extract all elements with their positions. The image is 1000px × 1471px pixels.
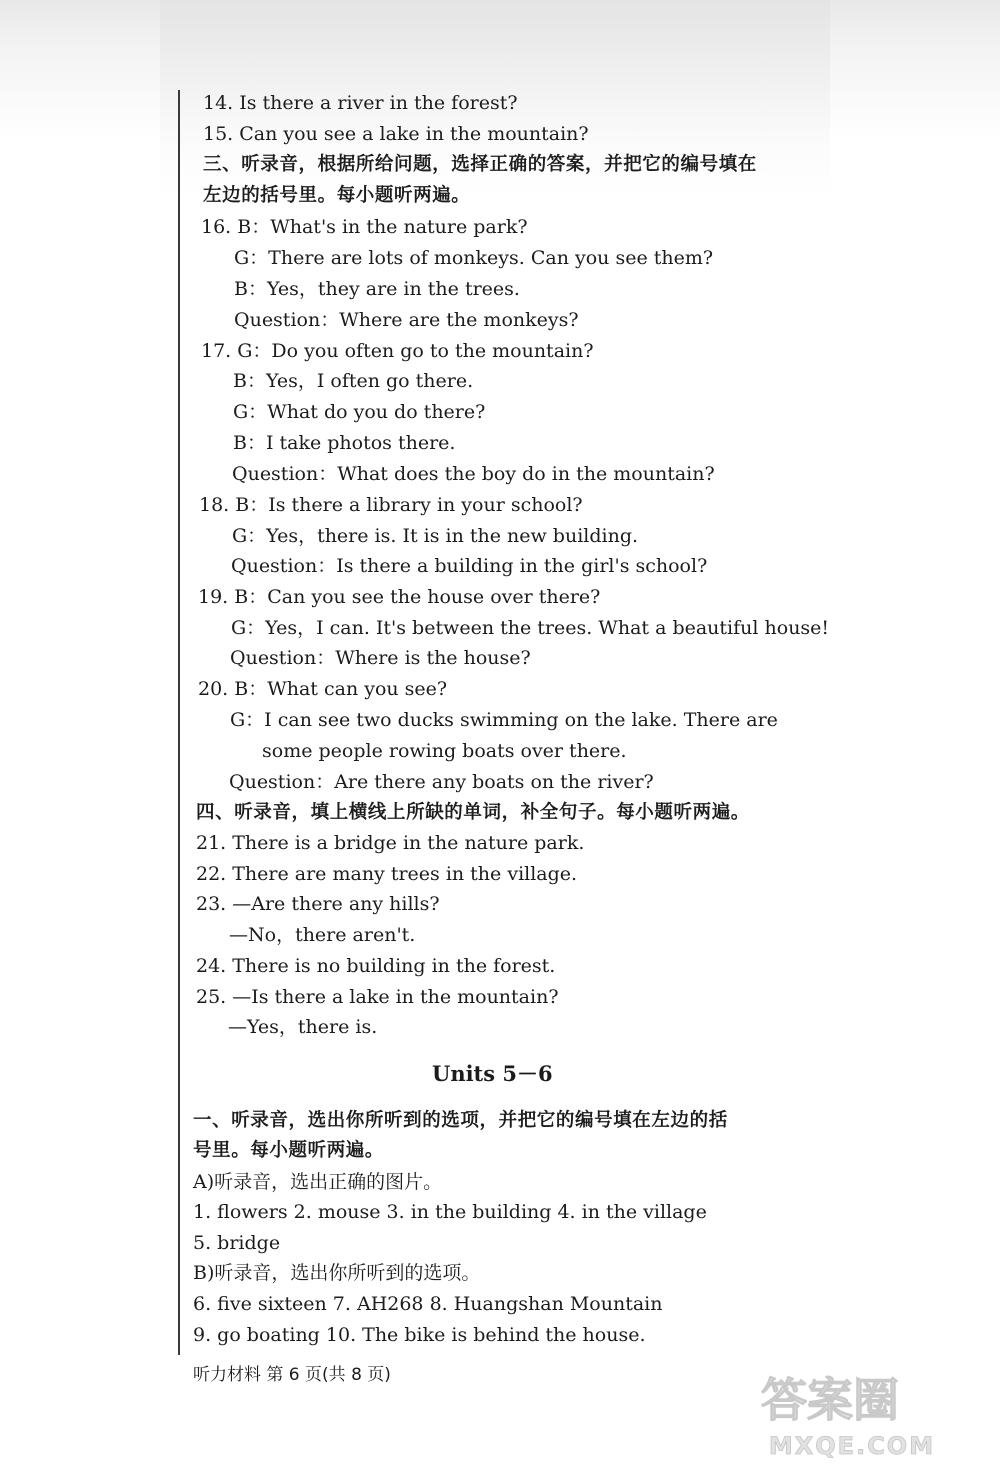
section-3-instruction-line-2: 左边的括号里。每小题听两遍。 bbox=[203, 185, 471, 206]
item-17-line-4: B：I take photos there. bbox=[233, 432, 456, 454]
item-25-line-1: 25. —Is there a lake in the mountain? bbox=[196, 986, 559, 1008]
item-19-line-1: 19. B：Can you see the house over there? bbox=[198, 586, 601, 608]
item-16-line-1: 16. B：What's in the nature park? bbox=[201, 216, 528, 238]
section-3-instruction-line-1: 三、听录音，根据所给问题，选择正确的答案，并把它的编号填在 bbox=[203, 154, 757, 175]
item-16-line-3: B：Yes，they are in the trees. bbox=[234, 278, 520, 300]
part-b-items-line-2: 9. go boating 10. The bike is behind the house. bbox=[193, 1324, 646, 1346]
part-a-items-line-1: 1. flowers 2. mouse 3. in the building 4. in the village bbox=[193, 1201, 707, 1223]
item-20-question: Question：Are there any boats on the river? bbox=[229, 771, 654, 793]
item-18-line-2: G：Yes，there is. It is in the new building. bbox=[232, 525, 639, 547]
item-21: 21. There is a bridge in the nature park. bbox=[196, 832, 585, 854]
item-17-question: Question：What does the boy do in the mountain? bbox=[232, 463, 715, 485]
item-17-line-2: B：Yes，I often go there. bbox=[233, 370, 474, 392]
watermark-logo-text: 答案圈 bbox=[761, 1373, 899, 1427]
item-14: 14. Is there a river in the forest? bbox=[203, 92, 518, 114]
item-19-line-2: G：Yes，I can. It's between the trees. What a beautiful house! bbox=[231, 617, 830, 639]
margin-line bbox=[178, 90, 180, 1355]
item-20-line-2: G：I can see two ducks swimming on the lake. There are bbox=[230, 709, 778, 731]
item-23-line-2: —No，there aren't. bbox=[229, 924, 416, 946]
part-b-items-line-1: 6. five sixteen 7. AH268 8. Huangshan Mountain bbox=[193, 1293, 663, 1315]
item-22: 22. There are many trees in the village. bbox=[196, 863, 578, 885]
item-18-question: Question：Is there a building in the girl's school? bbox=[231, 555, 708, 577]
item-24: 24. There is no building in the forest. bbox=[196, 955, 556, 977]
item-25-line-2: —Yes，there is. bbox=[228, 1016, 378, 1038]
item-18-line-1: 18. B：Is there a library in your school? bbox=[199, 494, 583, 516]
item-16-line-2: G：There are lots of monkeys. Can you see them? bbox=[234, 247, 714, 269]
item-20-line-1: 20. B：What can you see? bbox=[198, 678, 448, 700]
section-1-instruction-line-1: 一、听录音，选出你所听到的选项，并把它的编号填在左边的括 bbox=[193, 1110, 728, 1131]
part-b-instruction: B)听录音，选出你所听到的选项。 bbox=[193, 1262, 481, 1284]
watermark-domain: MXQE.COM bbox=[768, 1432, 936, 1460]
part-a-instruction: A)听录音，选出正确的图片。 bbox=[193, 1171, 443, 1193]
item-20-line-3: some people rowing boats over there. bbox=[262, 740, 627, 762]
item-19-question: Question：Where is the house? bbox=[230, 647, 531, 669]
item-16-question: Question：Where are the monkeys? bbox=[234, 309, 579, 331]
section-1-instruction-line-2: 号里。每小题听两遍。 bbox=[193, 1140, 385, 1161]
part-a-items-line-2: 5. bridge bbox=[193, 1232, 281, 1254]
section-4-instruction: 四、听录音，填上横线上所缺的单词，补全句子。每小题听两遍。 bbox=[196, 802, 750, 823]
item-17-line-3: G：What do you do there? bbox=[233, 401, 486, 423]
item-23-line-1: 23. —Are there any hills? bbox=[196, 893, 440, 915]
page-footer: 听力材料 第 6 页(共 8 页) bbox=[193, 1365, 391, 1385]
item-17-line-1: 17. G：Do you often go to the mountain? bbox=[201, 340, 594, 362]
item-15: 15. Can you see a lake in the mountain? bbox=[203, 123, 589, 145]
units-heading: Units 5－6 bbox=[432, 1061, 553, 1086]
